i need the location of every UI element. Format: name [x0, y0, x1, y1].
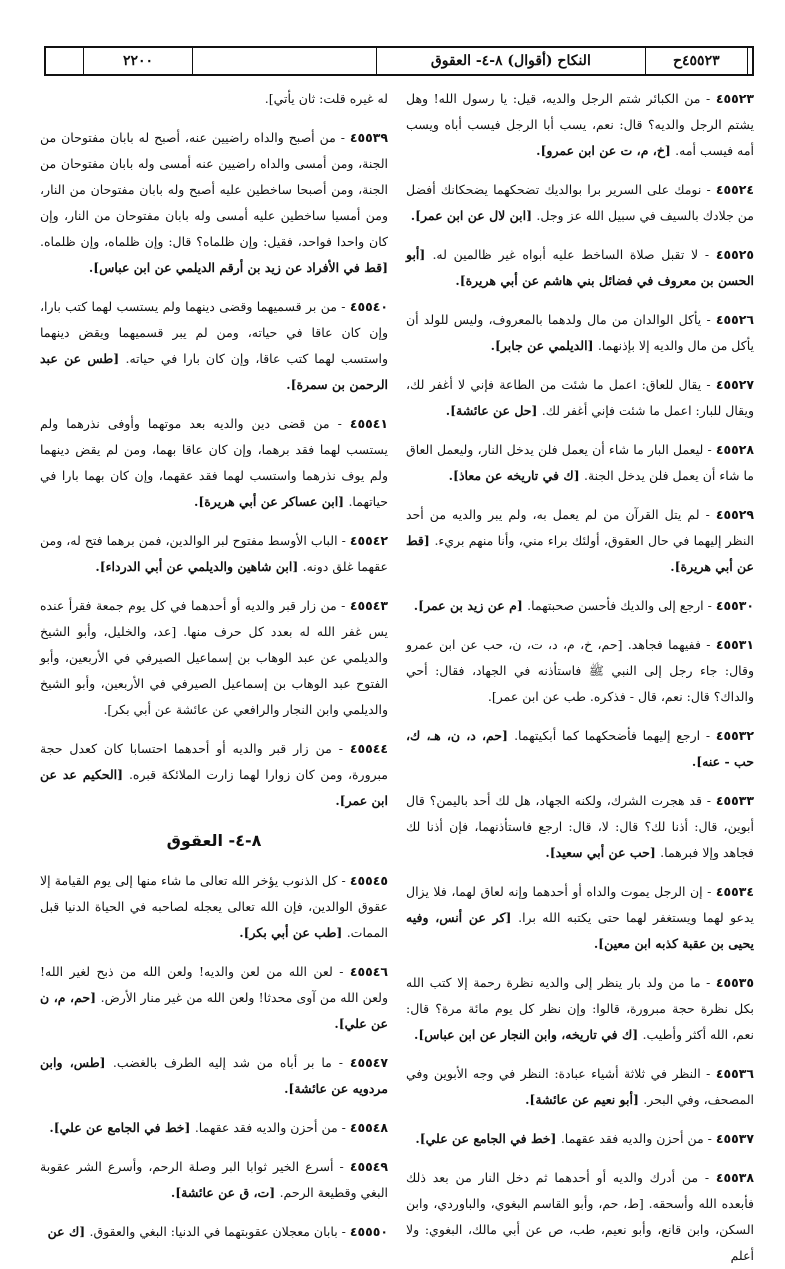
hadith-number: ٤٥٥٣٦ [715, 1066, 754, 1081]
hadith-number: ٤٥٥٣٩ [349, 130, 388, 145]
hadith-entry [40, 868, 388, 946]
hadith-entry [40, 528, 388, 580]
hadith-text: - من أحزن والديه فقد عقهما. [194, 1120, 350, 1135]
hadith-entry [406, 788, 754, 866]
hadith-number: ٤٥٥٤١ [349, 416, 388, 431]
hadith-number: ٤٥٥٢٦ [715, 312, 754, 327]
hadith-text: - نومك على السرير برا بوالديك تضحكهما يضحكانك أفضل من جلادك بالسيف في سبيل الله عز وجل. [406, 182, 754, 223]
hadith-entry [40, 959, 388, 1037]
hadith-number: ٤٥٥٢٧ [715, 377, 754, 392]
header-page-number: ٢٢٠٠ [84, 48, 193, 74]
hadith-text: - يقال للعاق: اعمل ما شئت من الطاعة فإني لا أغفر لك، ويقال للبار: اعمل ما شئت فإني أغفر لك. [406, 377, 754, 418]
hadith-reference: [حم، م، ن عن علي]. [40, 990, 388, 1031]
hadith-reference: [ك في تاريخه عن معاذ]. [448, 468, 584, 483]
hadith-entry [406, 242, 754, 294]
left-column-top [40, 86, 388, 814]
hadith-entry [40, 593, 388, 723]
header-blank-right [748, 48, 752, 74]
hadith-text: - ما بر أباه من شد إليه الطرف بالغضب. [112, 1055, 350, 1070]
hadith-entry [406, 502, 754, 580]
hadith-entry [406, 970, 754, 1048]
hadith-number: ٤٥٥٢٤ [715, 182, 754, 197]
hadith-text: - أسرع الخير ثوابا البر وصلة الرحم، وأسرع الشر عقوبة البغي وقطيعة الرحم. [40, 1159, 388, 1200]
hadith-text: - من زار قبر والديه أو أحدهما احتسابا كان كعدل حجة مبرورة، ومن كان زوارا لهما زارت الملائكة قبره. [40, 741, 388, 782]
hadith-number: ٤٥٥٤٧ [349, 1055, 389, 1070]
hadith-reference: [طس، وابن مردويه عن عائشة]. [40, 1055, 388, 1096]
header-range: ٤٥٥٢٣ح [646, 48, 748, 74]
hadith-text: - من أصبح والداه راضيين عنه، أصبح له بابان مفتوحان من الجنة، ومن أمسى والداه راضيين عنه أمسى وله بابان مفتوحان من الجنة، ومن أصبحا ساخطين عليه أصبح وله بابان مفتوحان من النار، ومن أمسيا ساخطين عليه أمسى وله بابان مفتوحان من النار، وإن كان واحدا فواحد، فقيل: وإن ظلماه؟ قال: وإن ظلماه، وإن ظلماه. [40, 130, 388, 249]
hadith-number: ٤٥٥٣٧ [715, 1131, 754, 1146]
hadith-reference: [حل عن عائشة]. [445, 403, 542, 418]
hadith-entry [40, 1154, 388, 1206]
hadith-text: - من الكبائر شتم الرجل والديه، قيل: يا رسول الله! وهل يشتم الرجل والديه؟ قال: نعم، يسب أبا الرجل فيسب أباه ويسب أمه فيسب أمه. [406, 91, 754, 158]
hadith-entry [406, 177, 754, 229]
hadith-text: - قد هجرت الشرك، ولكنه الجهاد، هل لك أحد باليمن؟ قال أبوين، قال: أذنا لك؟ قال: لا، قال: ارجع فاستأذنهما، فإن أذنا لك فجاهد وإلا فبرهما. [406, 793, 754, 860]
section-heading: ٨-٤- العقوق [166, 831, 262, 850]
hadith-text: - من أحزن والديه فقد عقهما. [560, 1131, 716, 1146]
hadith-text: - ما من ولد بار ينظر إلى والديه نظرة رحمة إلا كتب الله بكل نظرة حجة مبرورة، قالوا: وإن نظر كل يوم مائة مرة؟ قال: نعم، الله أكثر وأطيب. [406, 975, 754, 1042]
hadith-number: ٤٥٥٣٥ [715, 975, 754, 990]
hadith-number: ٤٥٥٣٢ [715, 728, 754, 743]
hadith-entry [40, 1219, 388, 1245]
hadith-entry [406, 1061, 754, 1113]
hadith-reference: [حم، د، ن، هـ، ك، حب - عنه]. [406, 728, 754, 769]
hadith-entry [406, 1126, 754, 1152]
hadith-text: - لا تقبل صلاة الساخط عليه أبواه غير ظالمين له. [432, 247, 716, 262]
hadith-text: - من زار قبر والديه أو أحدهما في كل يوم جمعة فقرأ عنده يس غفر الله له بعدد كل حرف منها. [عد، والخليل، وأبو الشيخ والديلمي عن عبد الوهاب بن إسماعيل الصيرفي في الأربعين، وأبو الفتوح عبد الوهاب بن إسماعيل الصيرفي في الأربعين، وأبو الشيخ والديلمي وابن النجار والرافعي عن عائشة عن أبي بكر]. [40, 598, 388, 717]
hadith-number: ٤٥٥٢٣ [715, 91, 754, 106]
hadith-reference: [ابن شاهين والديلمي عن أبي الدرداء]. [95, 559, 303, 574]
hadith-reference: [ك عن [47, 1224, 90, 1239]
hadith-entry [40, 125, 388, 281]
hadith-text: - يأكل الوالدان من مال ولدهما بالمعروف، وليس للولد أن يأكل من مال والديه إلا بإذنهما. [406, 312, 754, 353]
hadith-reference: [الديلمي عن جابر]. [490, 338, 598, 353]
hadith-text: - ارجع إلى والديك فأحسن صحبتهما. [527, 598, 716, 613]
hadith-text: - كل الذنوب يؤخر الله تعالى ما شاء منها إلى يوم القيامة إلا عقوق الوالدين، فإن الله تعالى يعجله لصاحبه في الحياة الدنيا قبل الممات. [40, 873, 388, 940]
hadith-reference: [خط في الجامع عن علي]. [415, 1131, 561, 1146]
hadith-entry [40, 1050, 388, 1102]
left-column [40, 86, 389, 1239]
hadith-entry [406, 632, 754, 710]
hadith-number: ٤٥٥٣١ [715, 637, 754, 652]
hadith-number: ٤٥٥٣٤ [715, 884, 754, 899]
hadith-entry [406, 372, 754, 424]
hadith-text: له غيره قلت: ثان يأتي]. [264, 91, 388, 106]
hadith-text: - ففيهما فجاهد. [حم، خ، م، د، ت، ن، حب عن ابن عمرو وقال: جاء رجل إلى النبي ﷺ فاستأذنه في الجهاد، فقال: أحي والداك؟ قال: نعم، قال - فذكره. طب عن ابن عمر]. [406, 637, 754, 704]
hadith-reference: [طب عن أبي بكر]. [239, 925, 347, 940]
hadith-reference: [ك في تاريخه، وابن النجار عن ابن عباس]. [414, 1027, 643, 1042]
hadith-entry [40, 294, 388, 398]
header-blank-left [46, 48, 84, 74]
hadith-number: ٤٥٥٢٩ [715, 507, 754, 522]
hadith-number: ٤٥٥٤٨ [349, 1120, 388, 1135]
hadith-text: - من أدرك والديه أو أحدهما ثم دخل النار من بعد ذلك فأبعده الله وأسحقه. [ط، حم، وأبو القاسم البغوي، والباوردي، وابن السكن، وابن قانع، وأبو نعيم، طب، ص عن أبي مالك، البغوي: ولا أعلم [406, 1170, 754, 1263]
hadith-number: ٤٥٥٤٩ [349, 1159, 388, 1174]
hadith-reference: [ابن عساكر عن أبي هريرة]. [194, 494, 349, 509]
hadith-reference: [م عن زيد بن عمر]. [413, 598, 528, 613]
hadith-text: - من قضى دين والديه بعد موتهما وأوفى نذرهما ولم يستسب لهما فقد برهما، وإن كان عاقا بهما، ومن لم يقض دينهما ولم يوف نذرهما واستسب لهما فقد عقهما، وإن كان بهما بارا في حياتهما. [40, 416, 388, 509]
hadith-entry [406, 437, 754, 489]
hadith-text: - بابان معجلان عقوبتهما في الدنيا: البغي والعقوق. [89, 1224, 350, 1239]
hadith-entry [406, 86, 754, 164]
hadith-number: ٤٥٥٤٣ [349, 598, 388, 613]
hadith-reference: [قط في الأفراد عن زيد بن أرقم الديلمي عن ابن عباس]. [88, 260, 388, 275]
header-title: النكاح (أقوال) ٨-٤- العقوق [377, 48, 645, 74]
right-column [406, 86, 754, 1263]
hadith-number: ٤٥٥٤٢ [349, 533, 388, 548]
hadith-reference: [الحكيم عد عن ابن عمر]. [40, 767, 388, 808]
hadith-number: ٤٥٥٤٠ [349, 299, 388, 314]
hadith-number: ٤٥٥٤٦ [349, 964, 388, 979]
hadith-text: - النظر في ثلاثة أشياء عبادة: النظر في وجه الأبوين وفي المصحف، وفي البحر. [406, 1066, 754, 1107]
hadith-entry [40, 411, 388, 515]
hadith-reference: [ت، ق عن عائشة]. [170, 1185, 280, 1200]
hadith-number: ٤٥٥٣٠ [715, 598, 754, 613]
hadith-entry [406, 307, 754, 359]
hadith-reference: [خط في الجامع عن علي]. [49, 1120, 195, 1135]
hadith-entry [406, 879, 754, 957]
hadith-reference: [حب عن أبي سعيد]. [545, 845, 661, 860]
hadith-entry [406, 1165, 754, 1269]
hadith-number: ٤٥٥٢٨ [715, 442, 754, 457]
hadith-entry [406, 593, 754, 619]
hadith-number: ٤٥٥٥٠ [349, 1224, 388, 1239]
hadith-entry [40, 736, 388, 814]
hadith-reference: [قط عن أبي هريرة]. [406, 533, 754, 574]
hadith-reference: [خ، م، ت عن ابن عمرو]. [536, 143, 676, 158]
hadith-text: - ليعمل البار ما شاء أن يعمل فلن يدخل النار، وليعمل العاق ما شاء أن يعمل فلن يدخل الجنة. [406, 442, 754, 483]
hadith-text: - الباب الأوسط مفتوح لبر الوالدين، فمن برهما فتح له، ومن عقهما غلق دونه. [40, 533, 388, 574]
hadith-reference: [كر عن أنس، وفيه يحيى بن عقبة كذبه ابن معين]. [406, 910, 754, 951]
hadith-entry [406, 723, 754, 775]
hadith-reference: [طس عن عبد الرحمن بن سمرة]. [40, 351, 388, 392]
hadith-entry [40, 1115, 388, 1141]
page-header [44, 46, 754, 76]
hadith-number: ٤٥٥٤٤ [349, 741, 388, 756]
hadith-reference: [أبو الحسن بن معروف في فضائل بني هاشم عن أبي هريرة]. [406, 247, 754, 288]
hadith-entry [40, 86, 388, 112]
hadith-number: ٤٥٥٣٣ [715, 793, 754, 808]
header-spacer [193, 48, 377, 74]
hadith-text: - إن الرجل يموت والداه أو أحدهما وإنه لعاق لهما، فلا يزال يدعو لهما ويستغفر لهما حتى يكتبه الله برا. [406, 884, 754, 925]
hadith-reference: [أبو نعيم عن عائشة]. [525, 1092, 644, 1107]
hadith-text: - لم يتل القرآن من لم يعمل به، ولم يبر والديه من أحد النظر إليهما في حال العقوق، أولئك براء مني، وأنا منهم بريء. [406, 507, 754, 548]
hadith-reference: [ابن لال عن ابن عمر]. [410, 208, 537, 223]
hadith-number: ٤٥٥٢٥ [715, 247, 754, 262]
left-column-bottom [40, 868, 388, 1245]
hadith-number: ٤٥٥٤٥ [349, 873, 388, 888]
hadith-number: ٤٥٥٣٨ [715, 1170, 754, 1185]
hadith-text: - ارجع إليهما فأضحكهما كما أبكيتهما. [514, 728, 716, 743]
hadith-text: - من بر قسميهما وقضى دينهما ولم يستسب لهما كتب بارا، وإن كان عاقا في حياته، ومن لم يبر قسميهما ويقض دينهما واستسب لهما كتب عاقا، وإن كان بارا في حياته. [40, 299, 388, 366]
hadith-text: - لعن الله من لعن والديه! ولعن الله من ذبح لغير الله! ولعن الله من آوى محدثا! ولعن الله من غير منار الأرض. [40, 964, 388, 1005]
